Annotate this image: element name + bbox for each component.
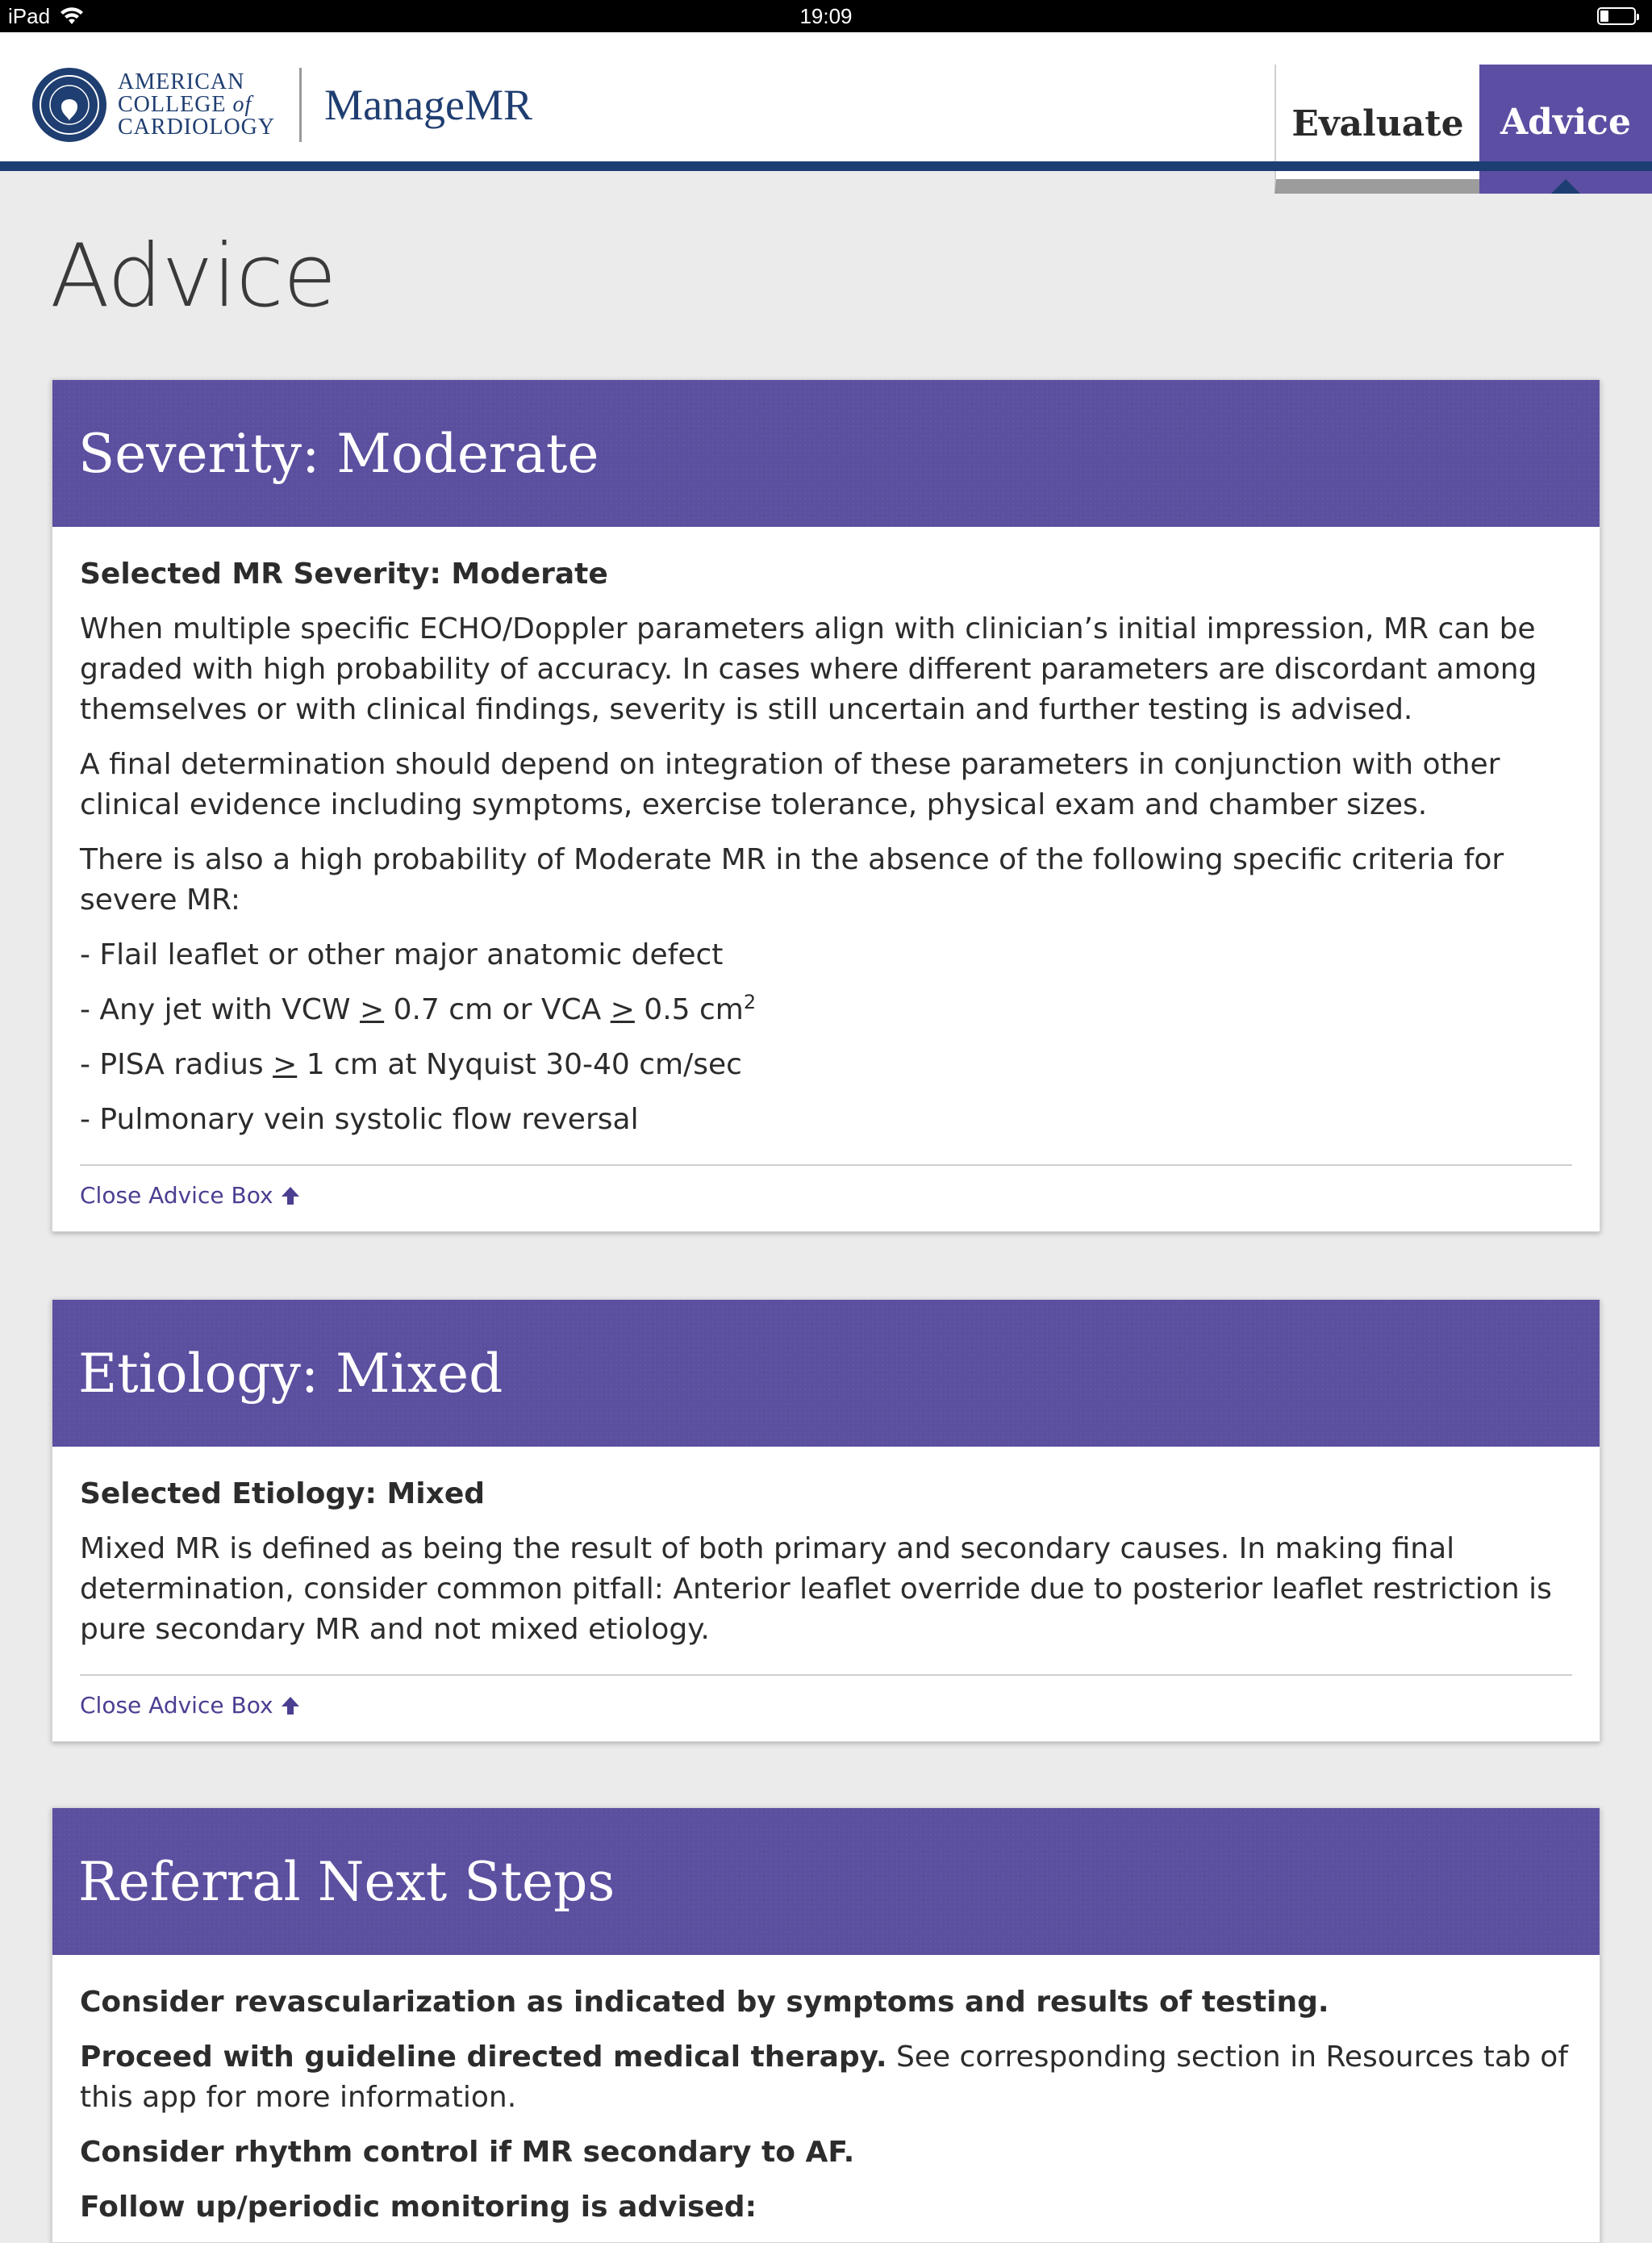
- etiology-card: [52, 1299, 1600, 1742]
- org-of: of: [232, 92, 252, 117]
- close-advice-label: Close Advice Box: [80, 1692, 273, 1719]
- severity-paragraph-2: A final determination should depend on integration of these parameters in conjunction with other clinical evidence including symptoms, exercise tolerance, physical exam and chamber sizes.: [80, 748, 1500, 821]
- battery-icon: [1597, 7, 1636, 25]
- arrow-up-icon: [280, 1695, 301, 1716]
- pisa-text-1: - PISA radius: [80, 1048, 273, 1081]
- seal-emblem-icon: [37, 73, 102, 137]
- referral-card: [52, 1807, 1600, 2243]
- jet-text-1: - Any jet with VCW: [80, 993, 360, 1026]
- tab-advice[interactable]: [1479, 65, 1652, 194]
- selected-severity-label: Selected MR Severity: Moderate: [80, 558, 608, 591]
- criteria-item-pulmonary: - Pulmonary vein systolic flow reversal: [80, 1103, 639, 1136]
- severity-card-body: [52, 527, 1600, 1231]
- status-bar: [0, 0, 1652, 32]
- severity-card-title: Severity: Moderate: [78, 422, 599, 485]
- jet-text-3: 0.5 cm: [634, 993, 744, 1026]
- etiology-card-header[interactable]: [52, 1300, 1600, 1447]
- referral-card-header[interactable]: [52, 1808, 1600, 1955]
- pisa-ge: >: [273, 1048, 298, 1081]
- referral-card-body: [52, 1955, 1600, 2228]
- app-name: ManageMR: [324, 81, 533, 129]
- severity-card: [52, 379, 1600, 1232]
- tab-evaluate[interactable]: [1274, 65, 1479, 194]
- page-title: Advice: [50, 226, 336, 327]
- jet-superscript: 2: [743, 991, 757, 1013]
- org-line1: AMERICAN: [118, 69, 245, 94]
- etiology-card-body: [52, 1447, 1600, 1741]
- tab-evaluate-label: Evaluate: [1291, 102, 1464, 144]
- pisa-text-2: 1 cm at Nyquist 30-40 cm/sec: [297, 1048, 742, 1081]
- referral-step-follow-up: Follow up/periodic monitoring is advised:: [80, 2191, 757, 2224]
- referral-card-title: Referral Next Steps: [78, 1850, 615, 1913]
- wifi-icon: [60, 6, 84, 26]
- status-time: 19:09: [799, 3, 853, 28]
- device-label: iPad: [8, 3, 51, 28]
- referral-step-rhythm: Consider rhythm control if MR secondary to AF.: [80, 2136, 855, 2169]
- criteria-item-jet: [80, 990, 1572, 1030]
- app-header: [0, 32, 1652, 161]
- jet-text-2: 0.7 cm or VCA: [384, 993, 611, 1026]
- referral-step-gdmt: [80, 2037, 1572, 2118]
- status-left: [8, 4, 84, 29]
- criteria-item-pisa: [80, 1045, 1572, 1085]
- referral-step-revascularization: Consider revascularization as indicated by symptoms and results of testing.: [80, 1986, 1329, 2019]
- org-line2: COLLEGE: [118, 92, 227, 117]
- severity-close-advice-link[interactable]: [80, 1166, 1572, 1231]
- tab-advice-label: Advice: [1500, 101, 1631, 143]
- close-advice-label: Close Advice Box: [80, 1182, 273, 1209]
- gdmt-bold: Proceed with guideline directed medical therapy.: [80, 2040, 887, 2074]
- org-line2-row: [118, 94, 275, 116]
- severity-paragraph-1: When multiple specific ECHO/Doppler parameters align with clinician’s initial impression, MR can be graded with high probability of accuracy. In cases where different parameters are discordant among themselves or with clinical findings, severity is still uncertain and further testing is advised.: [80, 612, 1537, 726]
- etiology-card-title: Etiology: Mixed: [78, 1342, 503, 1405]
- logo-divider: [299, 68, 302, 142]
- header-underline: [0, 161, 1652, 171]
- active-tab-caret: [1551, 179, 1580, 194]
- etiology-paragraph-1: Mixed MR is defined as being the result of both primary and secondary causes. In making final determination, consider common pitfall: Anterior leaflet override due to posterior leaflet restriction is pure secondary MR and not mixed etiology.: [80, 1532, 1552, 1646]
- arrow-up-icon: [280, 1185, 301, 1206]
- selected-etiology-label: Selected Etiology: Mixed: [80, 1477, 486, 1510]
- severity-paragraph-3: There is also a high probability of Moderate MR in the absence of the following specific criteria for severe MR:: [80, 843, 1504, 917]
- severity-card-header[interactable]: [52, 380, 1600, 527]
- etiology-close-advice-link[interactable]: [80, 1676, 1572, 1741]
- criteria-item-flail: - Flail leaflet or other major anatomic defect: [80, 938, 724, 971]
- org-line3: CARDIOLOGY: [118, 115, 276, 140]
- org-name: [118, 71, 275, 139]
- jet-ge-2: >: [610, 993, 635, 1026]
- gdmt-rest: See corresponding section in Resources tab of this app for more information.: [80, 2040, 1568, 2114]
- logo-area[interactable]: [32, 65, 532, 145]
- jet-ge-1: >: [359, 993, 385, 1026]
- battery-level: [1600, 10, 1608, 22]
- acc-seal-logo: [32, 68, 106, 142]
